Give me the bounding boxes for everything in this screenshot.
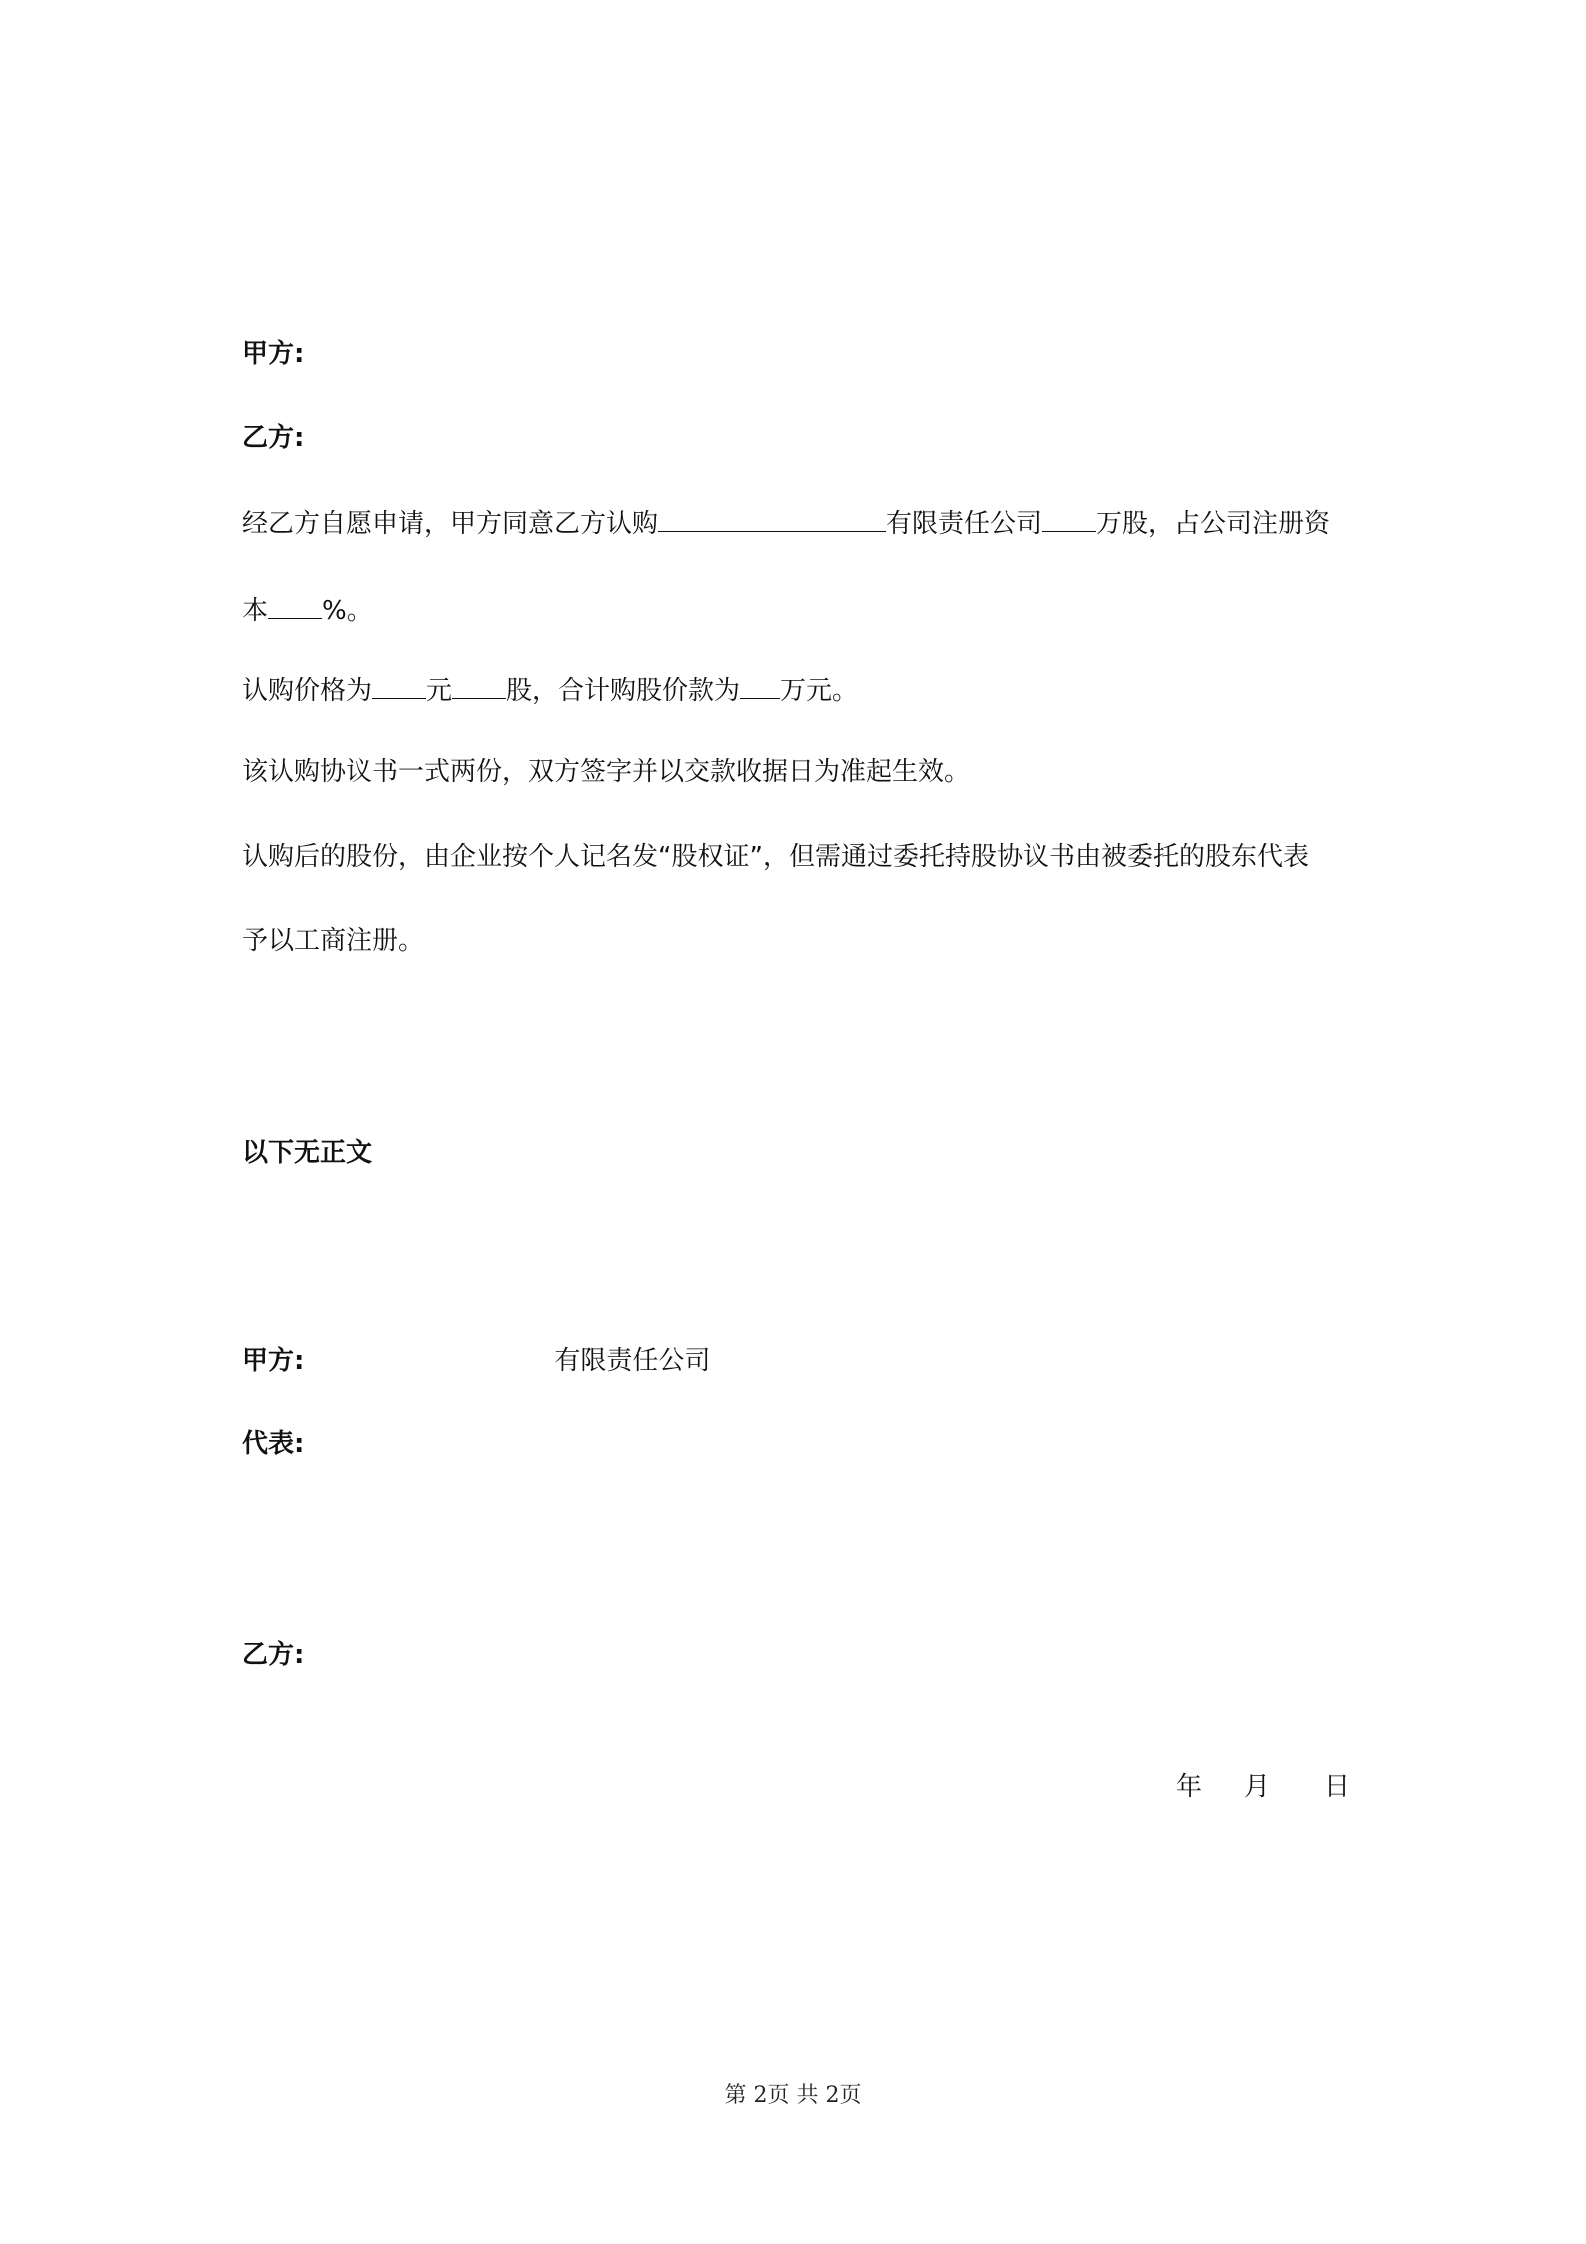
signature-company-suffix: 有限责任公司 [554,1346,711,1376]
percent-blank [268,592,322,619]
share-certificate-paragraph-line1: 认购后的股份，由企业按个人记名发“股权证”，但需通过委托持股协议书由被委托的股东代表 [242,842,1309,872]
company-name-blank [658,505,886,532]
page-number-footer: 第 2页 共 2页 [724,2083,862,2108]
party-b-label: 乙方: [242,423,305,453]
subscription-paragraph-line2 [242,592,373,628]
signature-party-a-label: 甲方: [242,1346,305,1376]
text: 经乙方自愿申请，甲方同意乙方认购 [242,509,659,539]
text: %。 [322,596,373,626]
price-paragraph [242,672,858,708]
text: 股，合计购股价款为 [506,676,741,706]
signature-representative-label: 代表: [242,1429,305,1459]
text: 万元。 [780,676,859,706]
signature-date [1176,1770,1350,1804]
signature-party-b-label: 乙方: [242,1640,305,1670]
text: 本 [242,596,269,626]
price-unit-blank [452,672,506,699]
price-blank [372,672,426,699]
date-year: 年 [1176,1772,1203,1802]
text: 认购价格为 [242,676,373,706]
validity-paragraph: 该认购协议书一式两份，双方签字并以交款收据日为准起生效。 [242,757,971,787]
party-a-label: 甲方: [242,339,305,369]
subscription-paragraph-line1 [242,505,1330,541]
total-blank [740,672,780,699]
text: 有限责任公司 [886,509,1043,539]
signature-party-a [242,1344,710,1378]
text: 万股，占公司注册资 [1096,509,1331,539]
date-month: 月 [1244,1772,1271,1802]
date-day: 日 [1324,1772,1351,1802]
text: 元 [426,676,453,706]
no-text-below: 以下无正文 [242,1138,373,1168]
share-count-blank [1042,505,1096,532]
share-certificate-paragraph-line2: 予以工商注册。 [242,926,425,956]
